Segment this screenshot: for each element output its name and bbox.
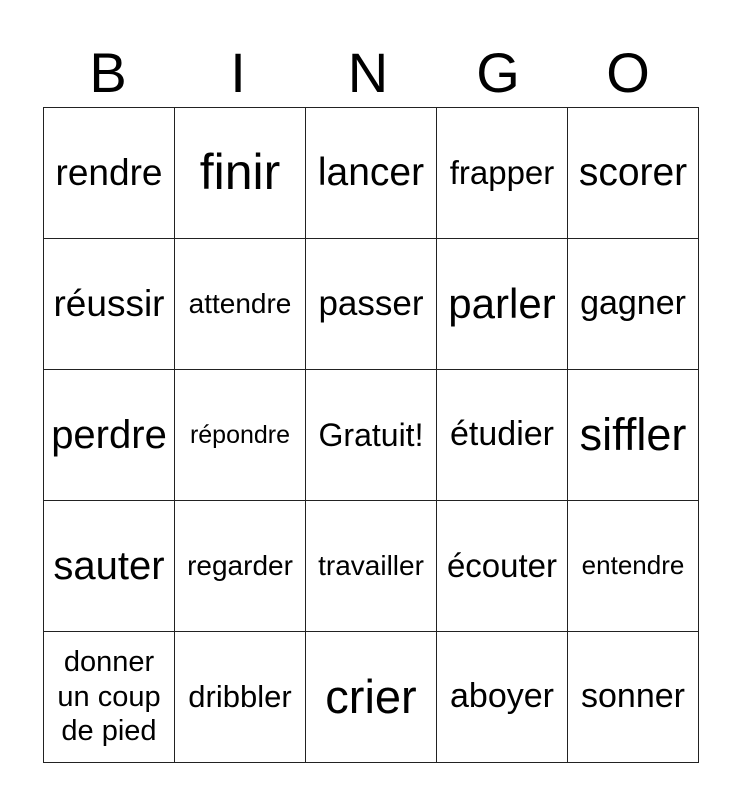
bingo-cell[interactable]: réussir	[44, 239, 175, 370]
bingo-cell[interactable]: écouter	[437, 501, 568, 632]
bingo-header	[43, 40, 693, 106]
bingo-cell[interactable]: sonner	[568, 632, 699, 763]
header-letter-o: O	[606, 41, 650, 104]
bingo-cell[interactable]: gagner	[568, 239, 699, 370]
bingo-cell[interactable]: perdre	[44, 370, 175, 501]
grid-row-5	[44, 632, 699, 763]
bingo-cell[interactable]: aboyer	[437, 632, 568, 763]
bingo-cell[interactable]: regarder	[175, 501, 306, 632]
bingo-cell[interactable]: entendre	[568, 501, 699, 632]
grid-row-1	[44, 108, 699, 239]
bingo-cell[interactable]: scorer	[568, 108, 699, 239]
header-letter-g: G	[476, 41, 520, 104]
bingo-cell[interactable]: crier	[306, 632, 437, 763]
header-letter-b: B	[89, 41, 127, 104]
header-letter-i: I	[230, 41, 246, 104]
bingo-cell[interactable]: étudier	[437, 370, 568, 501]
bingo-cell[interactable]: parler	[437, 239, 568, 370]
bingo-cell[interactable]: travailler	[306, 501, 437, 632]
bingo-cell[interactable]: répondre	[175, 370, 306, 501]
bingo-cell[interactable]: frapper	[437, 108, 568, 239]
header-letter-n: N	[347, 41, 389, 104]
grid-row-2	[44, 239, 699, 370]
bingo-cell[interactable]: passer	[306, 239, 437, 370]
bingo-cell[interactable]: dribbler	[175, 632, 306, 763]
grid-row-4	[44, 501, 699, 632]
bingo-cell[interactable]: attendre	[175, 239, 306, 370]
bingo-card-grid	[43, 107, 699, 763]
bingo-cell[interactable]: donner un coup de pied	[44, 632, 175, 763]
bingo-cell[interactable]: sauter	[44, 501, 175, 632]
bingo-cell[interactable]: finir	[175, 108, 306, 239]
free-space-cell[interactable]: Gratuit!	[306, 370, 437, 501]
bingo-cell[interactable]: lancer	[306, 108, 437, 239]
grid-row-3	[44, 370, 699, 501]
bingo-cell[interactable]: siffler	[568, 370, 699, 501]
bingo-cell[interactable]: rendre	[44, 108, 175, 239]
